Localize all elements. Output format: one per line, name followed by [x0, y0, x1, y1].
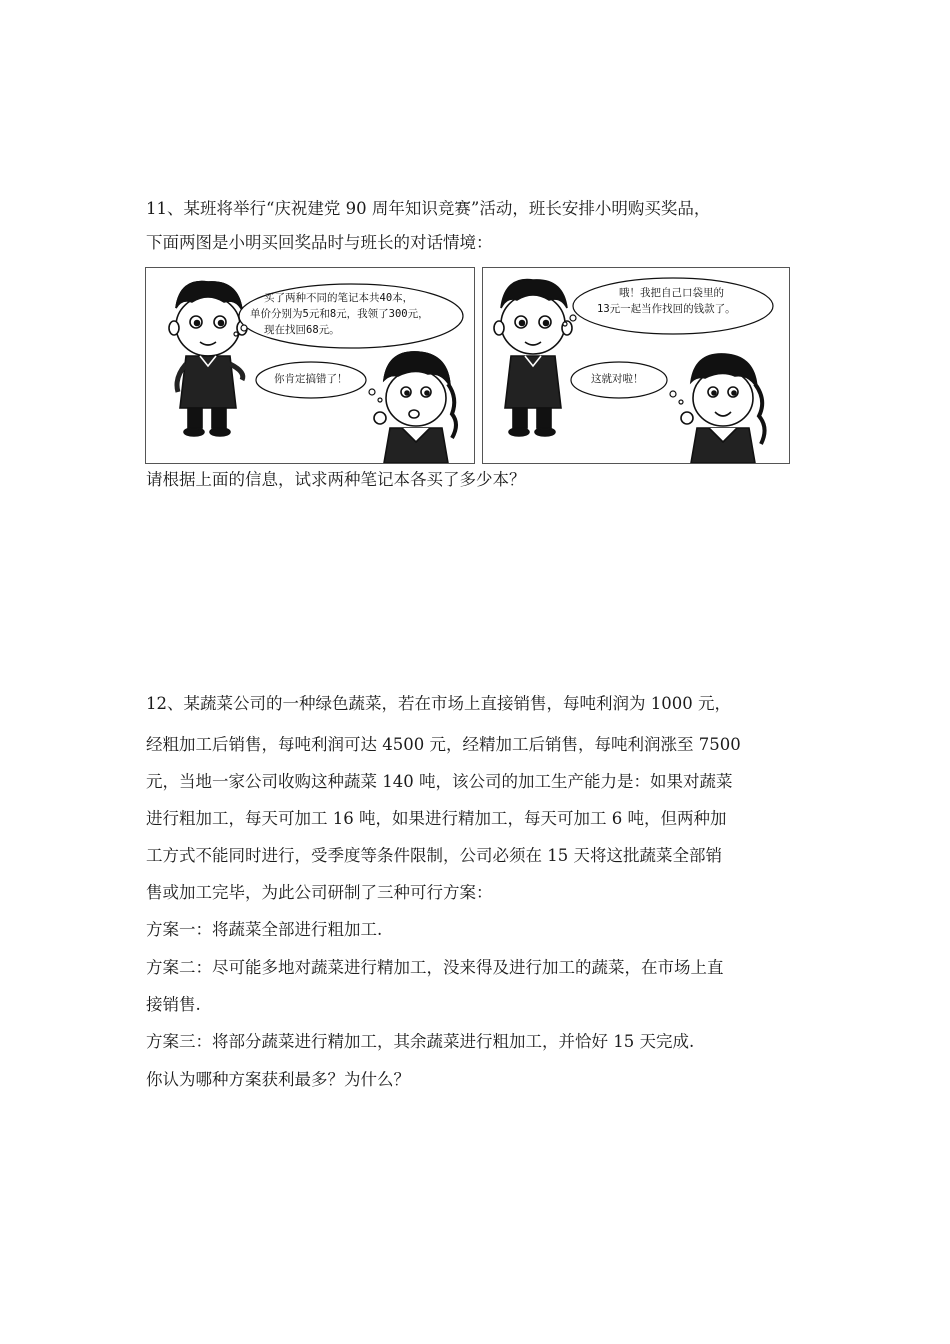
q11-question: 请根据上面的信息，试求两种笔记本各买了多少本？: [146, 470, 526, 489]
boy-speech-2-line-1: 哦！我把自己口袋里的: [619, 287, 724, 299]
girl-figure: [681, 354, 765, 463]
q12-line-5: 工方式不能同时进行，受季度等条件限制，公司必须在 15 天将这批蔬菜全部销: [146, 846, 722, 865]
q12-line-3: 元，当地一家公司收购这种蔬菜 140 吨，该公司的加工生产能力是：如果对蔬菜: [146, 772, 733, 791]
q12-line-1: 12、某蔬菜公司的一种绿色蔬菜，若在市场上直接销售，每吨利润为 1000 元，: [146, 694, 731, 713]
q12-line-6: 售或加工完毕，为此公司研制了三种可行方案：: [146, 883, 493, 902]
boy-speech-1-line-3: 现在找回68元。: [264, 324, 340, 336]
girl-figure: [374, 352, 456, 463]
boy-speech-1-line-1: 买了两种不同的笔记本共40本，: [264, 292, 414, 304]
comic-panel-2: [482, 267, 790, 464]
q12-line-2: 经粗加工后销售，每吨利润可达 4500 元，经精加工后销售，每吨利润涨至 7500: [146, 735, 741, 754]
boy-figure: [169, 282, 247, 436]
q11-line-1: 11、某班将举行“庆祝建党 90 周年知识竞赛”活动，班长安排小明购买奖品，: [146, 199, 711, 218]
girl-speech-2: 这就对啦！: [591, 373, 644, 385]
q12-plan-2-line-1: 方案二：尽可能多地对蔬菜进行精加工，没来得及进行加工的蔬菜，在市场上直: [146, 958, 724, 977]
q12-plan-2-line-2: 接销售.: [146, 995, 201, 1014]
q12-plan-1: 方案一：将蔬菜全部进行粗加工.: [146, 920, 383, 939]
q12-line-4: 进行粗加工，每天可加工 16 吨，如果进行精加工，每天可加工 6 吨，但两种加: [146, 809, 727, 828]
boy-speech-2-line-2: 13元一起当作找回的钱款了。: [597, 303, 736, 315]
boy-speech-1-line-2: 单价分别为5元和8元，我领了300元，: [250, 308, 429, 320]
q12-question: 你认为哪种方案获利最多？为什么？: [146, 1070, 410, 1089]
boy-figure: [494, 280, 572, 436]
comic-panel-1: [145, 267, 475, 464]
girl-speech-1: 你肯定搞错了！: [274, 373, 348, 385]
q11-line-2: 下面两图是小明买回奖品时与班长的对话情境：: [146, 233, 493, 252]
q12-plan-3: 方案三：将部分蔬菜进行精加工，其余蔬菜进行粗加工，并恰好 15 天完成.: [146, 1032, 695, 1051]
